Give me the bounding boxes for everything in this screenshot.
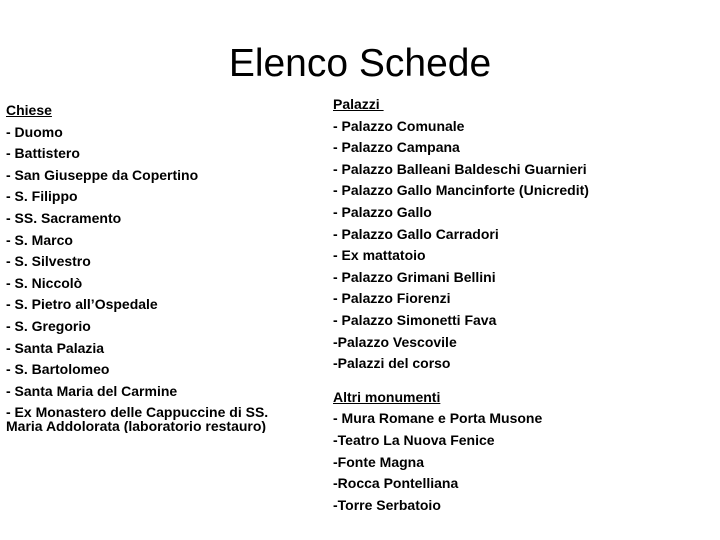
list-item: - Santa Maria del Carmine — [6, 382, 178, 399]
list-item: - Palazzo Gallo Mancinforte (Unicredit) — [333, 182, 589, 199]
list-item: - S. Filippo — [6, 188, 78, 205]
list-item: - S. Niccolò — [6, 274, 83, 291]
chiese-column — [6, 100, 304, 433]
list-item: - S. Silvestro — [6, 253, 91, 270]
chiese-heading: Chiese — [6, 102, 52, 118]
list-item: - Palazzo Fiorenzi — [333, 290, 451, 307]
list-item: - Palazzo Balleani Baldeschi Guarnieri — [333, 160, 587, 177]
altri-monumenti-heading: Altri monumenti — [333, 388, 441, 405]
list-item: - Mura Romane e Porta Musone — [333, 410, 543, 427]
list-item: -Palazzi del corso — [333, 355, 451, 372]
list-item: - Santa Palazia — [6, 339, 105, 356]
list-item: - Palazzo Gallo Carradori — [333, 225, 499, 242]
list-item: - Palazzo Simonetti Fava — [333, 311, 497, 328]
section-spacer — [333, 375, 713, 387]
list-item: - Palazzo Gallo — [333, 203, 432, 220]
list-item: - Battistero — [6, 145, 80, 162]
list-item: - SS. Sacramento — [6, 209, 122, 226]
list-item: - Palazzo Campana — [333, 139, 460, 156]
list-item: - S. Bartolomeo — [6, 361, 110, 378]
list-item: - Ex mattatoio — [333, 247, 426, 264]
list-item: -Torre Serbatoio — [333, 496, 441, 513]
list-item: -Fonte Magna — [333, 453, 424, 470]
list-item: - Palazzo Grimani Bellini — [333, 268, 496, 285]
list-item: - S. Marco — [6, 231, 73, 248]
list-item: - S. Gregorio — [6, 317, 91, 334]
list-item: - San Giuseppe da Copertino — [6, 166, 199, 183]
slide-title: Elenco Schede — [228, 42, 492, 85]
list-item: - S. Pietro all’Ospedale — [6, 296, 158, 313]
palazzi-column — [333, 94, 713, 516]
list-item: -Rocca Pontelliana — [333, 475, 459, 492]
list-item: - Duomo — [6, 123, 63, 140]
list-item: - Palazzo Comunale — [333, 117, 465, 134]
list-item: -Palazzo Vescovile — [333, 333, 457, 350]
palazzi-heading: Palazzi — [333, 96, 384, 112]
list-item: -Teatro La Nuova Fenice — [333, 431, 495, 448]
list-item: - Ex Monastero delle Cappuccine di SS. Maria Addolorata (laboratorio restauro) — [6, 404, 269, 434]
